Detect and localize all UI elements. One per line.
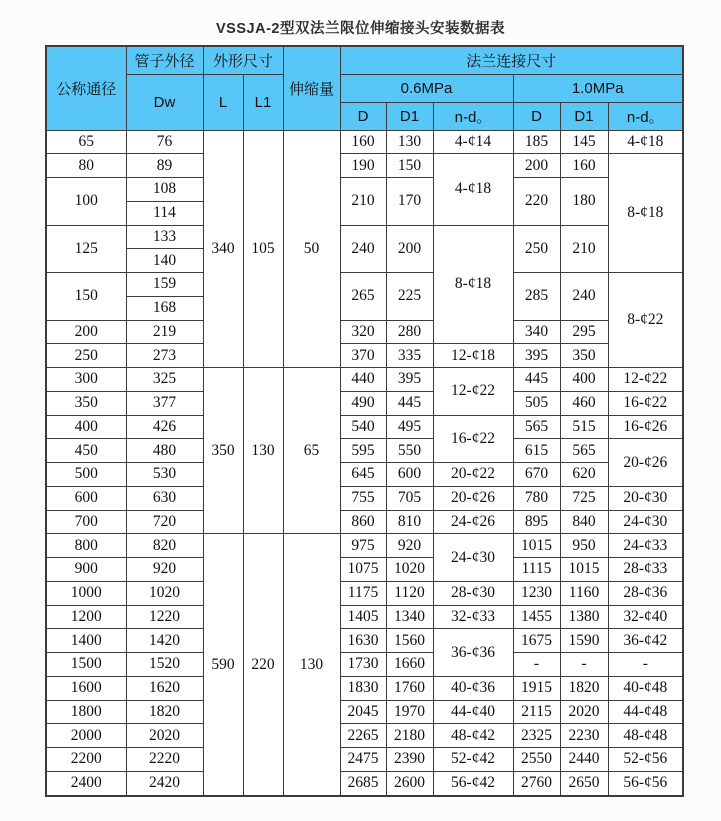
data-cell: 2230 (560, 724, 608, 748)
data-cell: 130 (243, 368, 283, 534)
data-cell: 16-¢22 (608, 391, 683, 415)
data-cell: 210 (560, 225, 608, 273)
data-cell: 12-¢22 (608, 368, 683, 392)
data-cell: 1820 (560, 676, 608, 700)
data-cell: 1620 (126, 676, 203, 700)
data-cell: 1730 (340, 653, 386, 677)
table-row (46, 581, 683, 605)
table-row (46, 225, 683, 249)
data-cell: 645 (340, 463, 386, 487)
data-cell: 1970 (386, 700, 433, 724)
header-expansion: 伸缩量 (283, 46, 340, 130)
data-cell: 860 (340, 510, 386, 534)
data-cell: 8-¢18 (608, 154, 683, 273)
data-cell: 320 (340, 320, 386, 344)
data-cell: 1830 (340, 676, 386, 700)
table-row (46, 439, 683, 463)
data-cell: 2200 (46, 748, 126, 772)
data-cell: 24-¢30 (433, 534, 513, 582)
data-cell: 2600 (386, 771, 433, 796)
data-cell: 370 (340, 344, 386, 368)
data-cell: 670 (513, 463, 560, 487)
data-cell: 1760 (386, 676, 433, 700)
data-cell: 1520 (126, 653, 203, 677)
data-cell: 1230 (513, 581, 560, 605)
table-row (46, 486, 683, 510)
data-cell: 133 (126, 225, 203, 249)
data-cell: 1560 (386, 629, 433, 653)
data-cell: 1500 (46, 653, 126, 677)
data-cell: 4-¢18 (433, 154, 513, 225)
data-cell: 460 (560, 391, 608, 415)
data-cell: 725 (560, 486, 608, 510)
header-outline-dims: 外形尺寸 (203, 46, 283, 74)
data-cell: 350 (46, 391, 126, 415)
data-cell: 505 (513, 391, 560, 415)
data-cell: 1405 (340, 605, 386, 629)
data-cell: 615 (513, 439, 560, 463)
data-cell: 185 (513, 130, 560, 154)
data-cell: 2220 (126, 748, 203, 772)
data-cell: 2685 (340, 771, 386, 796)
data-cell: 590 (203, 534, 243, 796)
data-cell: 340 (203, 130, 243, 368)
data-cell: 16-¢22 (433, 415, 513, 463)
data-cell: 500 (46, 463, 126, 487)
data-cell: 780 (513, 486, 560, 510)
data-cell: 52-¢56 (608, 748, 683, 772)
data-cell: 565 (513, 415, 560, 439)
data-cell: 1200 (46, 605, 126, 629)
data-cell: 1220 (126, 605, 203, 629)
data-cell: 20-¢30 (608, 486, 683, 510)
data-cell: 1120 (386, 581, 433, 605)
data-cell: 40-¢36 (433, 676, 513, 700)
data-cell: 2475 (340, 748, 386, 772)
data-cell: 595 (340, 439, 386, 463)
data-cell: 52-¢42 (433, 748, 513, 772)
header-nominal-diameter: 公称通径 (46, 46, 126, 130)
data-cell: 1115 (513, 558, 560, 582)
table-row (46, 629, 683, 653)
data-cell: 1420 (126, 629, 203, 653)
data-cell: 159 (126, 273, 203, 297)
data-cell: 200 (46, 320, 126, 344)
data-cell: 840 (560, 510, 608, 534)
data-cell: 240 (340, 225, 386, 273)
data-cell: 440 (340, 368, 386, 392)
data-cell: 1020 (386, 558, 433, 582)
data-cell: 755 (340, 486, 386, 510)
header-10-d1: D1 (560, 102, 608, 130)
data-cell: 550 (386, 439, 433, 463)
data-cell: 1820 (126, 700, 203, 724)
data-cell: 65 (283, 368, 340, 534)
data-cell: 273 (126, 344, 203, 368)
data-cell: 4-¢14 (433, 130, 513, 154)
data-cell: 28-¢30 (433, 581, 513, 605)
data-cell: 210 (340, 178, 386, 226)
data-cell: 48-¢42 (433, 724, 513, 748)
data-cell: 225 (386, 273, 433, 321)
data-cell: 36-¢42 (608, 629, 683, 653)
table-row (46, 771, 683, 796)
data-cell: 150 (46, 273, 126, 321)
data-cell: 2000 (46, 724, 126, 748)
data-cell: 40-¢48 (608, 676, 683, 700)
data-cell: 2420 (126, 771, 203, 796)
page-title: VSSJA-2型双法兰限位伸缩接头安装数据表 (216, 21, 505, 37)
header-06mpa: 0.6MPa (340, 74, 513, 102)
data-cell: 1000 (46, 581, 126, 605)
data-cell: 2020 (560, 700, 608, 724)
data-cell: 895 (513, 510, 560, 534)
data-cell: 377 (126, 391, 203, 415)
header-row-1 (46, 46, 683, 74)
data-cell: 140 (126, 249, 203, 273)
data-cell: 8-¢18 (433, 225, 513, 344)
data-cell: 630 (126, 486, 203, 510)
data-cell: 2400 (46, 771, 126, 796)
data-cell: 24-¢26 (433, 510, 513, 534)
data-cell: 400 (46, 415, 126, 439)
data-cell: 1015 (513, 534, 560, 558)
data-cell: 12-¢22 (433, 368, 513, 416)
data-cell: 2760 (513, 771, 560, 796)
data-cell: 28-¢33 (608, 558, 683, 582)
data-cell: 1600 (46, 676, 126, 700)
data-cell: 32-¢40 (608, 605, 683, 629)
data-cell: 36-¢36 (433, 629, 513, 677)
table-row (46, 724, 683, 748)
data-cell: 2020 (126, 724, 203, 748)
data-cell: - (513, 653, 560, 677)
table-row (46, 605, 683, 629)
data-cell: 1660 (386, 653, 433, 677)
data-cell: 1160 (560, 581, 608, 605)
data-cell: 20-¢22 (433, 463, 513, 487)
data-cell: 445 (513, 368, 560, 392)
header-l: L (203, 74, 243, 130)
data-cell: 300 (46, 368, 126, 392)
data-cell: 280 (386, 320, 433, 344)
data-cell: 89 (126, 154, 203, 178)
data-cell: 1340 (386, 605, 433, 629)
table-row (46, 344, 683, 368)
data-cell: 1915 (513, 676, 560, 700)
data-cell: 20-¢26 (608, 439, 683, 487)
data-cell: 130 (386, 130, 433, 154)
data-cell: 1020 (126, 581, 203, 605)
header-l1: L1 (243, 74, 283, 130)
data-cell: 565 (560, 439, 608, 463)
data-cell: 76 (126, 130, 203, 154)
header-06-d: D (340, 102, 386, 130)
installation-data-table (45, 45, 684, 797)
data-cell: 44-¢48 (608, 700, 683, 724)
data-cell: 395 (386, 368, 433, 392)
data-cell: - (608, 653, 683, 677)
data-cell: 1175 (340, 581, 386, 605)
data-cell: 190 (340, 154, 386, 178)
table-row (46, 368, 683, 392)
table-row (46, 154, 683, 178)
data-cell: 160 (560, 154, 608, 178)
data-cell: 170 (386, 178, 433, 226)
data-cell: 705 (386, 486, 433, 510)
data-cell: 80 (46, 154, 126, 178)
data-cell: 2390 (386, 748, 433, 772)
data-cell: 250 (513, 225, 560, 273)
data-cell: 600 (46, 486, 126, 510)
data-cell: 44-¢40 (433, 700, 513, 724)
data-cell: 340 (513, 320, 560, 344)
table-row (46, 320, 683, 344)
data-cell: 490 (340, 391, 386, 415)
data-cell: 395 (513, 344, 560, 368)
data-cell: 24-¢33 (608, 534, 683, 558)
data-cell: 900 (46, 558, 126, 582)
data-cell: 1630 (340, 629, 386, 653)
data-cell: 12-¢18 (433, 344, 513, 368)
header-flange-dims: 法兰连接尺寸 (340, 46, 683, 74)
data-cell: 50 (283, 130, 340, 368)
data-cell: 950 (560, 534, 608, 558)
data-cell: 8-¢22 (608, 273, 683, 368)
data-cell: 4-¢18 (608, 130, 683, 154)
data-cell: 32-¢33 (433, 605, 513, 629)
data-cell: 125 (46, 225, 126, 273)
data-cell: 1675 (513, 629, 560, 653)
data-cell: 240 (560, 273, 608, 321)
data-cell: 28-¢36 (608, 581, 683, 605)
data-cell: 540 (340, 415, 386, 439)
data-cell: 480 (126, 439, 203, 463)
data-cell: 16-¢26 (608, 415, 683, 439)
data-cell: 48-¢48 (608, 724, 683, 748)
header-row-2 (46, 74, 683, 102)
data-cell: 2650 (560, 771, 608, 796)
data-cell: 920 (126, 558, 203, 582)
data-cell: 200 (386, 225, 433, 273)
data-cell: 2045 (340, 700, 386, 724)
data-cell: 24-¢30 (608, 510, 683, 534)
data-cell: 820 (126, 534, 203, 558)
data-cell: 2180 (386, 724, 433, 748)
table-body (46, 130, 683, 796)
data-cell: 200 (513, 154, 560, 178)
table-row (46, 748, 683, 772)
data-cell: 1075 (340, 558, 386, 582)
table-row (46, 391, 683, 415)
data-cell: 2440 (560, 748, 608, 772)
data-cell: 130 (283, 534, 340, 796)
data-cell: 100 (46, 178, 126, 226)
data-cell: 1800 (46, 700, 126, 724)
data-cell: 180 (560, 178, 608, 226)
data-cell: 800 (46, 534, 126, 558)
data-cell: 2325 (513, 724, 560, 748)
data-cell: 445 (386, 391, 433, 415)
header-10mpa: 1.0MPa (513, 74, 683, 102)
data-cell: 325 (126, 368, 203, 392)
data-cell: 56-¢42 (433, 771, 513, 796)
data-cell: 350 (560, 344, 608, 368)
header-06-nd: n-d。 (433, 102, 513, 130)
data-cell: 720 (126, 510, 203, 534)
data-cell: 150 (386, 154, 433, 178)
header-10-nd: n-d。 (608, 102, 683, 130)
data-cell: - (560, 653, 608, 677)
data-cell: 160 (340, 130, 386, 154)
data-cell: 20-¢26 (433, 486, 513, 510)
data-cell: 2115 (513, 700, 560, 724)
table-row (46, 534, 683, 558)
data-cell: 285 (513, 273, 560, 321)
data-cell: 168 (126, 296, 203, 320)
data-cell: 1400 (46, 629, 126, 653)
data-cell: 65 (46, 130, 126, 154)
data-cell: 1455 (513, 605, 560, 629)
data-cell: 56-¢56 (608, 771, 683, 796)
header-10-d: D (513, 102, 560, 130)
data-cell: 145 (560, 130, 608, 154)
table-row (46, 178, 683, 202)
data-cell: 810 (386, 510, 433, 534)
data-cell: 105 (243, 130, 283, 368)
data-cell: 1380 (560, 605, 608, 629)
data-cell: 450 (46, 439, 126, 463)
table-row (46, 510, 683, 534)
data-cell: 400 (560, 368, 608, 392)
data-cell: 350 (203, 368, 243, 534)
header-pipe-od: 管子外径 (126, 46, 203, 74)
data-cell: 700 (46, 510, 126, 534)
data-cell: 920 (386, 534, 433, 558)
table-header (46, 46, 683, 130)
table-row (46, 415, 683, 439)
data-cell: 108 (126, 178, 203, 202)
data-cell: 600 (386, 463, 433, 487)
table-row (46, 558, 683, 582)
data-cell: 295 (560, 320, 608, 344)
data-cell: 975 (340, 534, 386, 558)
data-cell: 219 (126, 320, 203, 344)
data-cell: 495 (386, 415, 433, 439)
data-cell: 426 (126, 415, 203, 439)
data-cell: 1015 (560, 558, 608, 582)
data-cell: 515 (560, 415, 608, 439)
data-cell: 2265 (340, 724, 386, 748)
data-cell: 620 (560, 463, 608, 487)
data-cell: 1590 (560, 629, 608, 653)
table-row (46, 463, 683, 487)
data-cell: 114 (126, 201, 203, 225)
data-cell: 2550 (513, 748, 560, 772)
data-cell: 530 (126, 463, 203, 487)
table-row (46, 273, 683, 297)
header-06-d1: D1 (386, 102, 433, 130)
table-row (46, 676, 683, 700)
data-cell: 265 (340, 273, 386, 321)
table-row (46, 130, 683, 154)
data-cell: 250 (46, 344, 126, 368)
data-cell: 220 (243, 534, 283, 796)
data-cell: 220 (513, 178, 560, 226)
header-dw: Dw (126, 74, 203, 130)
table-row (46, 700, 683, 724)
table-row (46, 653, 683, 677)
data-cell: 335 (386, 344, 433, 368)
